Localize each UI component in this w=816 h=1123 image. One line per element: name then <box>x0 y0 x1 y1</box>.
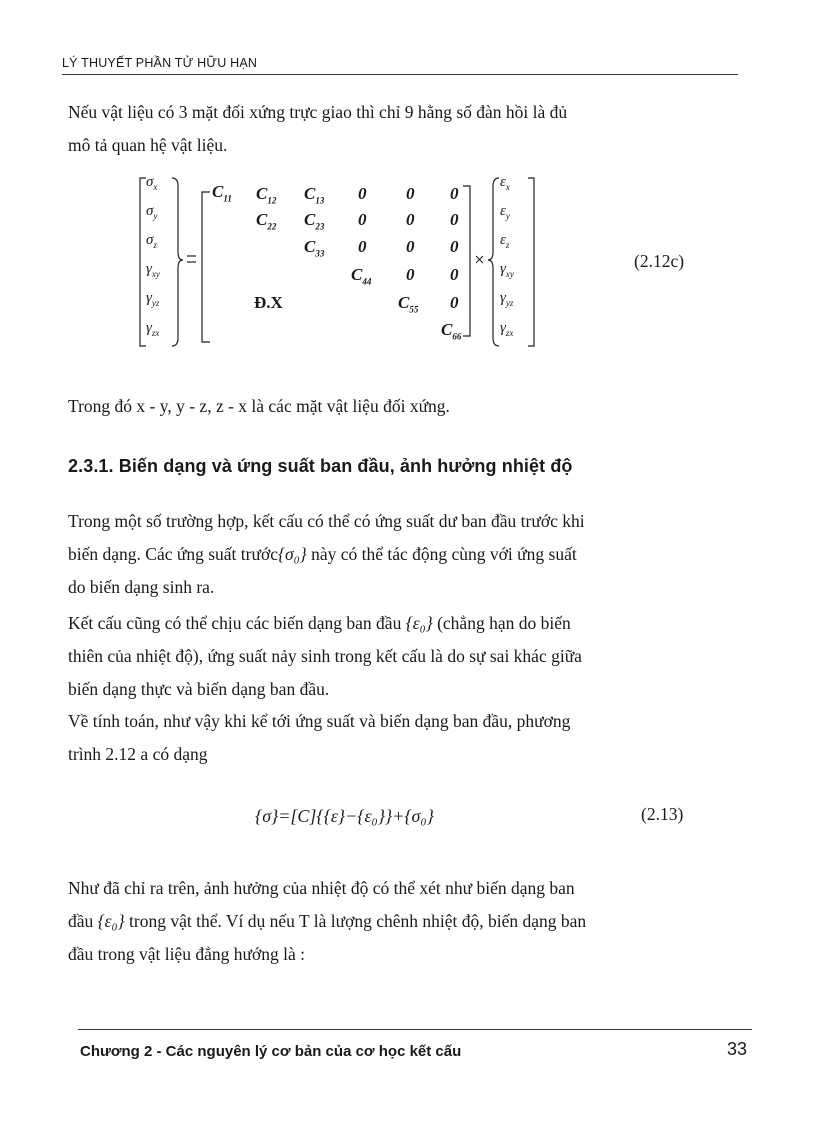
running-header: LÝ THUYẾT PHẦN TỬ HỮU HẠN <box>62 56 258 70</box>
matrix-cell: 0 <box>450 184 459 203</box>
matrix-cell: $C_{44}$ <box>351 265 372 287</box>
footer-chapter-title: Chương 2 - Các nguyên lý cơ bản của cơ học kết cấu <box>80 1043 462 1060</box>
equation-number-2-12c: (2.12c) <box>634 251 685 271</box>
matrix-cell: 0 <box>358 210 367 229</box>
equation-2-13: {σ}=[C]{{ε}−{ε₀}}+{σ₀} <box>255 806 434 826</box>
symmetric-label: Đ.X <box>254 293 283 312</box>
matrix-cell: $C_{66}$ <box>441 320 462 342</box>
strain-vector-brace-right <box>528 178 534 346</box>
strain-vector-brace-left <box>488 178 499 346</box>
equation-brackets <box>136 172 546 352</box>
epsilon-zero: {ε₀} <box>97 911 125 931</box>
strain-component: $\varepsilon_y$ <box>500 203 510 221</box>
strain-component: $\varepsilon_z$ <box>500 232 510 250</box>
strain-component: $\gamma_{zx}$ <box>500 320 514 338</box>
matrix-cell: 0 <box>450 293 459 312</box>
strain-component: $\varepsilon_x$ <box>500 174 510 192</box>
matrix-cell: 0 <box>358 184 367 203</box>
stress-vector-brace-right <box>172 178 183 346</box>
matrix-cell: 0 <box>406 265 415 284</box>
matrix-cell: $C_{55}$ <box>398 293 419 315</box>
matrix-cell: 0 <box>406 184 415 203</box>
stress-component: $\sigma_y$ <box>146 203 158 221</box>
matrix-cell: 0 <box>450 210 459 229</box>
matrix-cell: $C_{22}$ <box>256 210 277 232</box>
matrix-cell: 0 <box>406 237 415 256</box>
stress-component: $\gamma_{zx}$ <box>146 320 160 338</box>
paragraph-4: Như đã chỉ ra trên, ảnh hưởng của nhiệt độ có thể xét như biến dạng ban đầu {ε₀} trong vật thể. Ví dụ nếu T là lượng chênh nhiệt độ, biến dạng ban đầu trong vật liệu đẳng hướng là : <box>68 878 587 964</box>
strain-component: $\gamma_{yz}$ <box>500 290 514 308</box>
matrix-cell: 0 <box>406 210 415 229</box>
matrix-cell: $C_{12}$ <box>256 184 277 206</box>
matrix-cell: $C_{13}$ <box>304 184 325 206</box>
stress-component: $\sigma_x$ <box>146 174 158 192</box>
paragraph-1: Trong một số trường hợp, kết cấu có thể có ứng suất dư ban đầu trước khi biến dạng. Các ứng suất trước{σ₀} này có thể tác động cùng với ứng suất do biến dạng sinh ra. <box>68 511 585 597</box>
paragraph-2: Kết cấu cũng có thể chịu các biến dạng ban đầu {ε₀} (chẳng hạn do biến thiên của nhiệt độ), ứng suất nảy sinh trong kết cấu là do sự sai khác giữa biến dạng thực và biến dạng ban đầu. <box>68 613 582 699</box>
matrix-cell: 0 <box>358 237 367 256</box>
strain-component: $\gamma_{xy}$ <box>500 261 514 279</box>
matrix-bracket-right <box>463 186 470 336</box>
intro-paragraph <box>68 96 748 162</box>
matrix-cell: $C_{33}$ <box>304 237 325 259</box>
page-number: 33 <box>727 1039 748 1059</box>
stress-component: $\gamma_{xy}$ <box>146 261 160 279</box>
footer-rule <box>78 1029 752 1030</box>
intro-line-1: Nếu vật liệu có 3 mặt đối xứng trực giao thì chỉ 9 hằng số đàn hồi là đủ <box>68 102 568 122</box>
matrix-cell: $C_{23}$ <box>304 210 325 232</box>
equation-number-2-13: (2.13) <box>641 804 684 824</box>
note-paragraph: Trong đó x - y, y - z, z - x là các mặt vật liệu đối xứng. <box>68 396 450 416</box>
matrix-cell: $C_{11}$ <box>212 182 232 204</box>
sigma-zero: {σ₀} <box>277 544 307 564</box>
header-rule <box>62 74 738 75</box>
paragraph-3: Về tính toán, như vậy khi kể tới ứng suất và biến dạng ban đầu, phương trình 2.12 a có dạng <box>68 711 571 764</box>
epsilon-zero: {ε₀} <box>405 613 433 633</box>
equation-2-12c <box>136 172 546 352</box>
stress-component: $\gamma_{yz}$ <box>146 290 160 308</box>
section-heading: 2.3.1. Biến dạng và ứng suất ban đầu, ảnh hưởng nhiệt độ <box>68 456 573 476</box>
matrix-bracket-left <box>202 192 210 342</box>
matrix-cell: 0 <box>450 237 459 256</box>
stress-component: $\sigma_z$ <box>146 232 157 250</box>
matrix-cell: 0 <box>450 265 459 284</box>
intro-line-2: mô tả quan hệ vật liệu. <box>68 135 228 155</box>
